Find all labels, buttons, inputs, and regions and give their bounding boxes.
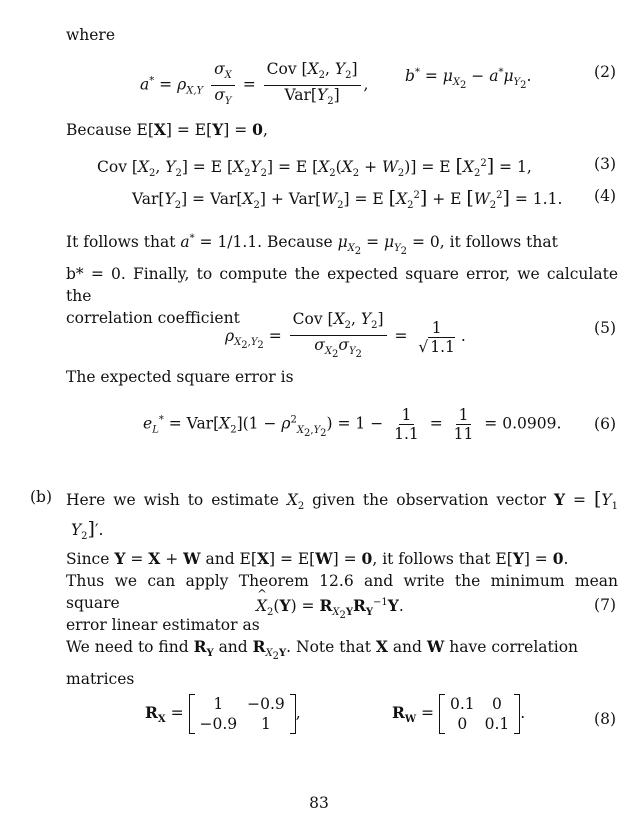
equation-6: $e_L^* = Var[X_2](1 - \rho^2_{X_2,Y_2}) = 1$ − $\frac{1}{1.1}$ = $\frac{1}{11}$ = 0.0909. (6) — [143, 406, 616, 443]
equation-number: (8) — [594, 710, 616, 728]
text-because: Because E[X] = E[Y] = 0, — [66, 120, 268, 139]
equation-2: $a^* = \rho_{X,Y}$ $\frac{\sigma_X}{\sigma_Y}$ = $\frac{Cov [X_2, Y_2]}{Var[Y_2]}$ , $b^* = \mu_{X_2} - a^*\mu_{Y_2}$. (2) — [140, 60, 616, 108]
paragraph-follows: It follows that a* = 1/1.1. Because $\mu_{X_2} = \mu_{Y_2} = 0$, it follows that b* = 0. Finally, to compute the expected square error, we calculate the correlation coefficient — [66, 233, 618, 328]
equation-7: X $\^{}_2(Y) = R_{X_2Y}R_Y^{-1}Y$. (7) — [0, 588, 638, 622]
text-expected-error: The expected square error is — [66, 368, 294, 386]
equation-number: (7) — [594, 596, 616, 614]
equation-3: Cov [$X_2$, $Y_2] = E$ $[X_2Y_2] = E$ $[X_2(X_2 + W_2)] = E$ $[X_2^2] = 1$, (3) — [97, 155, 616, 180]
matrix-rw: $R_W$ = 0.1 0 0 0.1 . — [392, 695, 526, 733]
matrix-rx: $R_X$ = 1 −0.9 −0.9 1 , — [145, 695, 301, 733]
equation-number: (6) — [594, 415, 616, 433]
paragraph-part-b: Here we wish to estimate $X_2$ given the observation vector $Y = [Y_1$ $Y_2]'$. Since Y = X + W and E[X] = E[W] = 0, it follows that E[Y] = 0. Thus we can apply Theorem 12.6 and write the minimum mean square error linear estimator as — [66, 488, 618, 635]
paragraph-need: We need to find $R_Y$ and $R_{X_2Y}$. Note that X and W have correlation matrices — [66, 637, 579, 689]
page-number: 83 — [309, 794, 329, 812]
equation-number: (4) — [594, 187, 616, 205]
equation-8 — [0, 692, 638, 746]
equation-number: (5) — [594, 319, 616, 337]
equation-5: $\rho_{X_2,Y_2}$ = $\frac{Cov [X_2, Y_2]}{\sigma_{X_2}\sigma_{Y_2}}$ = $\frac{1}{√ 1.1}$ . (5) — [225, 310, 616, 361]
text-where: where — [66, 26, 116, 44]
equation-4: $Var[Y_2] = Var[X_2] + Var[W_2] = E$ $[X_2^2] + E$ $[W_2^2] = 1.1$. (4) — [132, 187, 616, 212]
equation-number: (3) — [594, 155, 616, 173]
equation-number: (2) — [594, 63, 616, 81]
part-b-label: (b) — [30, 488, 53, 506]
